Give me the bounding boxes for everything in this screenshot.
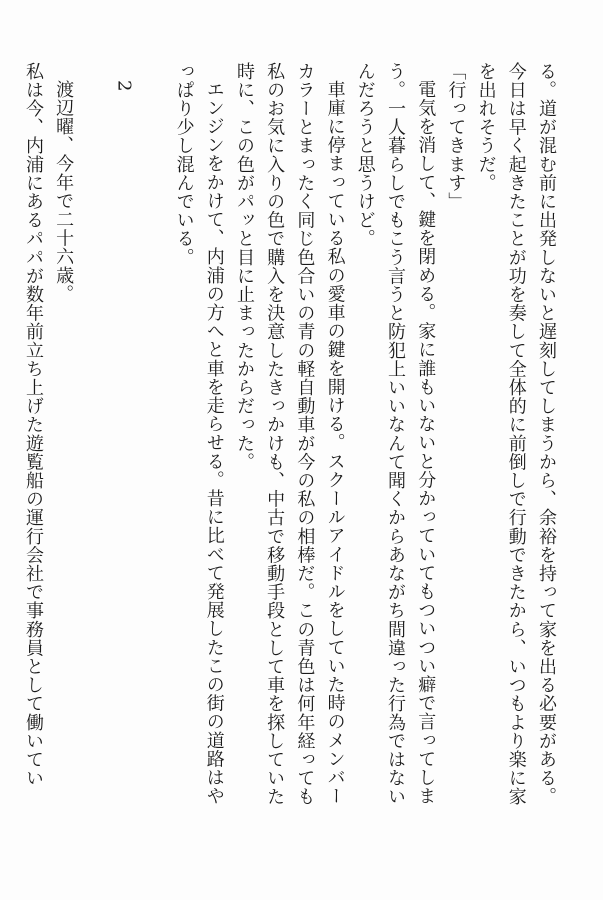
text-line: 車庫に停まっている私の愛車の鍵を開ける。スクールアイドルをしていた時のメンバー [324,80,346,806]
text-line: 時に、この色がパッと目に止まったからだった。 [233,62,255,472]
blank-line [138,62,168,870]
text-line: カラーとまったく同じ色合いの青の軽自動車が今の私の相棒だ。この青色は何年経っても [294,62,316,806]
text-line: っぱり少し混んでいる。 [173,62,195,267]
text-line: 私のお気に入りの色で購入を決意したきっかけも、中古で移動手段として車を探していた [264,62,286,806]
section-number: 2 [113,80,135,93]
text-line: エンジンをかけて、内浦の方へと車を走らせる。昔に比べて発展したこの街の道路はや [203,80,225,806]
vertical-text-body [18,62,561,870]
text-line: う。一人暮らしでもこう言うと防犯上いいなんて聞くからあながち間違った行為ではない [384,62,406,806]
text-line: 今日は早く起きたことが功を奏して全体的に前倒しで行動できたから、いつもより楽に家 [505,62,527,806]
text-line: 電気を消して、鍵を閉める。家に誰もいないと分かっていてもついつい癖で言ってしま [415,80,437,806]
text-line: る。道が混む前に出発しないと遅刻してしまうから、余裕を持って家を出る必要がある。 [536,62,557,806]
blank-line [78,62,108,870]
dialogue-line: 「行ってきます」 [445,62,467,211]
text-line: 私は今、内浦にあるパパが数年前立ち上げた遊覧船の運行会社で事務員として働いてい [22,62,44,788]
text-line: を出れそうだ。 [475,62,497,193]
text-line: んだろうと思うけど。 [354,62,376,248]
text-line: 渡辺曜、今年で二十六歳。 [53,80,75,304]
